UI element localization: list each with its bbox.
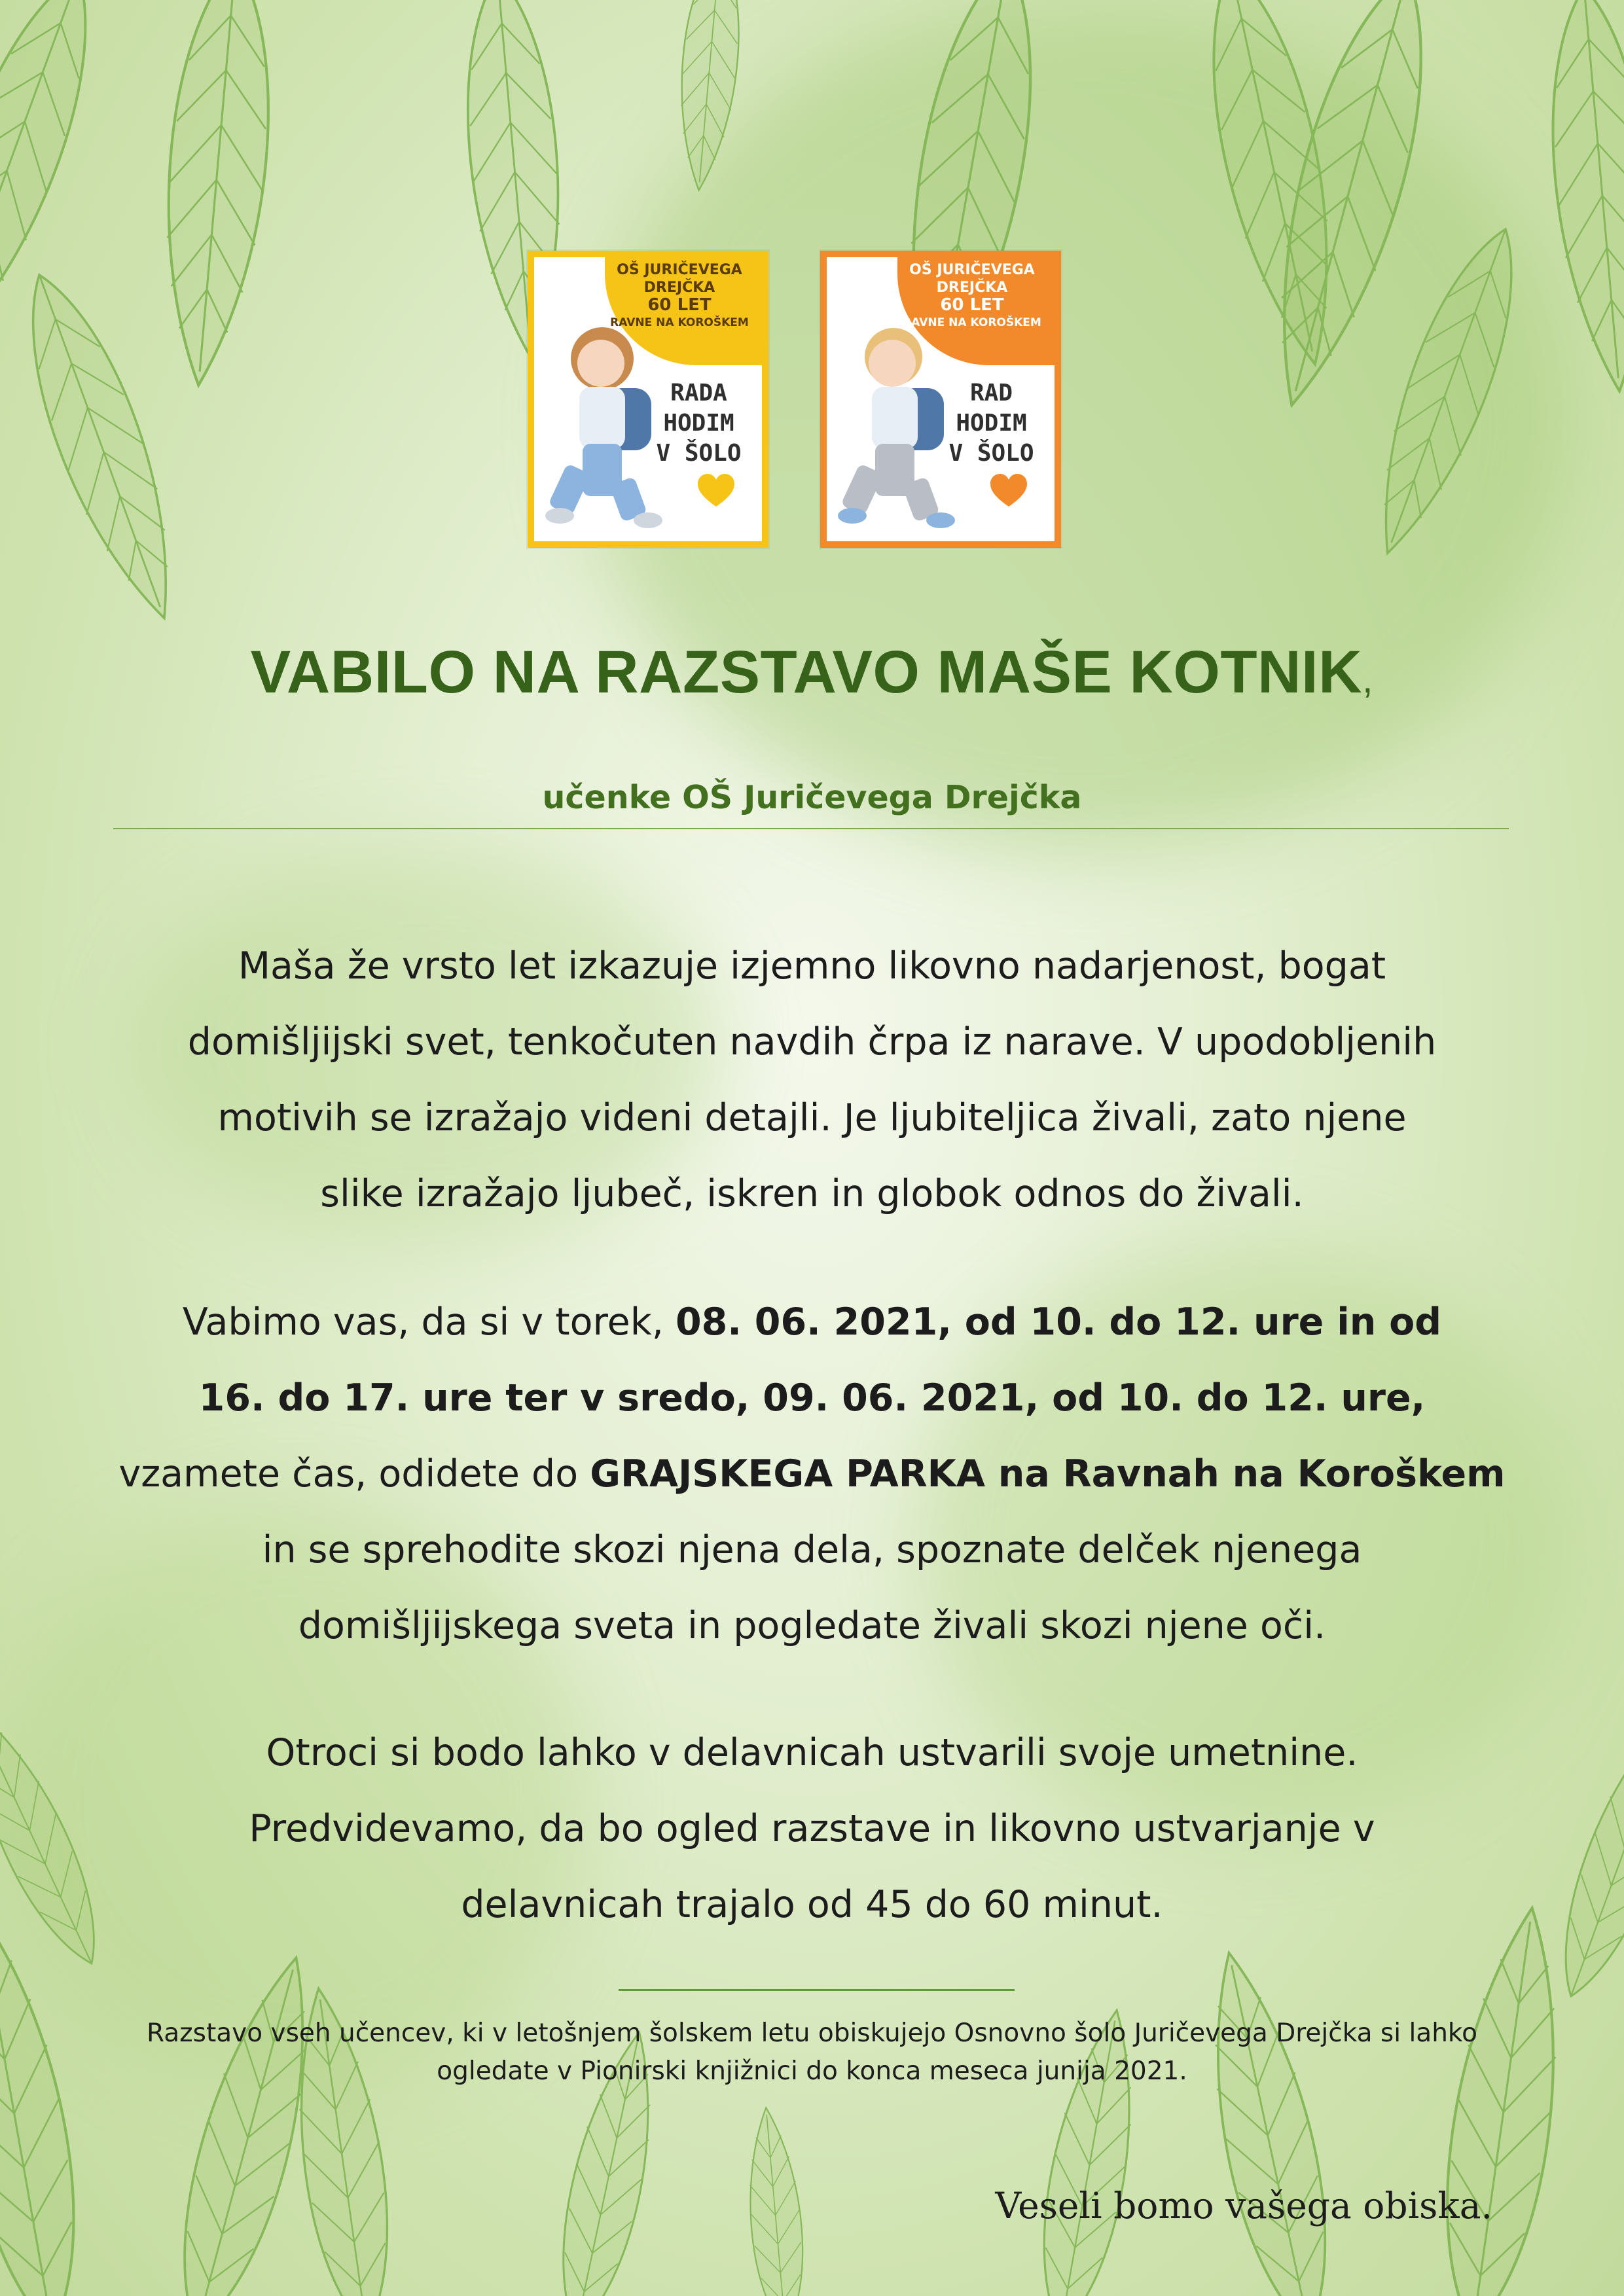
- cover-years: 60 LET: [647, 295, 712, 315]
- invitation-line: [98, 1436, 1526, 1512]
- footnote: [98, 2015, 1526, 2090]
- heart-icon: [989, 473, 1028, 509]
- invitation-text: Vabimo vas, da si v torek,: [182, 1300, 676, 1344]
- cover-title-line: V ŠOLO: [948, 440, 1034, 467]
- intro-line: Maša že vrsto let izkazuje izjemno likovno nadarjenost, bogat: [238, 944, 1386, 988]
- intro-line: domišljijski svet, tenkočuten navdih črpa iz narave. V upodobljenih: [187, 1020, 1437, 1064]
- footnote-line: ogledate v Pionirski knjižnici do konca meseca junija 2021.: [437, 2056, 1187, 2086]
- invitation-line: in se sprehodite skozi njena dela, spoznate delček njenega: [262, 1528, 1362, 1571]
- invitation-text: vzamete čas, odidete do: [118, 1452, 590, 1496]
- cover-years: 60 LET: [940, 295, 1004, 315]
- intro-paragraph: [98, 928, 1526, 1232]
- cover-title-line: HODIM: [663, 410, 734, 437]
- closing-line: Veseli bomo vašega obiska.: [995, 2185, 1492, 2227]
- page-title: [0, 638, 1624, 707]
- event-date-1: 08. 06. 2021, od 10. do 12. ure in od: [675, 1300, 1442, 1344]
- book-cover-rad: [820, 251, 1061, 548]
- event-date-2: 16. do 17. ure ter v sredo, 09. 06. 2021, od 10. do 12. ure,: [198, 1376, 1426, 1420]
- event-location: GRAJSKEGA PARKA na Ravnah na Koroškem: [590, 1452, 1506, 1496]
- invitation-line: [98, 1284, 1526, 1360]
- intro-line: motivih se izražajo videni detajli. Je ljubiteljica živali, zato njene: [217, 1096, 1407, 1139]
- cover-title-line: RAD: [969, 380, 1013, 406]
- divider-short: [619, 1989, 1015, 1991]
- invitation-paragraph: [98, 1284, 1526, 1664]
- invitation-line: [98, 1360, 1526, 1436]
- intro-line: slike izražajo ljubeč, iskren in globok odnos do živali.: [320, 1172, 1304, 1215]
- cover-school-name-2: DREJČKA: [936, 279, 1008, 296]
- cover-school-name: OŠ JURIČEVEGA: [617, 262, 742, 278]
- title-comma: ,: [1362, 657, 1374, 701]
- cover-title-line: V ŠOLO: [656, 440, 742, 467]
- workshops-line: Otroci si bodo lahko v delavnicah ustvarili svoje umetnine.: [266, 1731, 1358, 1774]
- heart-icon: [696, 473, 736, 509]
- invitation-line: domišljijskega sveta in pogledate živali skozi njene oči.: [298, 1604, 1326, 1647]
- cover-title-line: RADA: [670, 380, 727, 406]
- cover-title: [645, 378, 753, 469]
- cover-town: RAVNE NA KOROŠKEM: [903, 316, 1041, 329]
- cover-school-name: OŠ JURIČEVEGA: [909, 262, 1035, 278]
- workshops-line: Predvidevamo, da bo ogled razstave in likovno ustvarjanje v: [249, 1807, 1375, 1850]
- cover-title: [937, 378, 1045, 469]
- title-text: VABILO NA RAZSTAVO MAŠE KOTNIK: [250, 639, 1363, 706]
- workshops-paragraph: [98, 1715, 1526, 1943]
- book-covers: [0, 0, 1624, 589]
- footnote-line: Razstavo vseh učencev, ki v letošnjem šolskem letu obiskujejo Osnovno šolo Juričevega Drejčka si lahko: [147, 2018, 1477, 2048]
- cover-title-line: HODIM: [956, 410, 1027, 437]
- cover-town: RAVNE NA KOROŠKEM: [610, 316, 749, 329]
- workshops-line: delavnicah trajalo od 45 do 60 minut.: [461, 1883, 1163, 1926]
- cover-school-name-2: DREJČKA: [643, 279, 715, 296]
- book-cover-rada: [528, 251, 768, 548]
- divider: [113, 828, 1509, 829]
- page-subtitle: učenke OŠ Juričevega Drejčka: [542, 779, 1082, 816]
